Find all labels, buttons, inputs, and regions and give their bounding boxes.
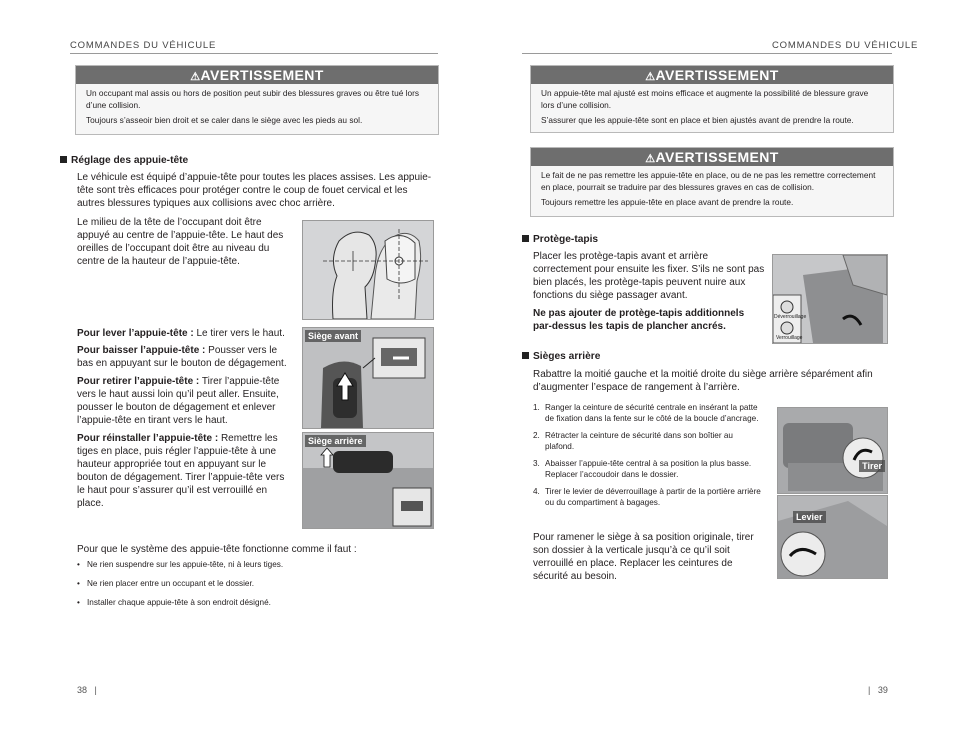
warning-triangle-icon: ⚠ xyxy=(645,153,656,165)
section-headrest-label: Réglage des appuie-tête xyxy=(71,155,189,166)
front-seat-label: Siège avant xyxy=(305,330,361,342)
reinstall-instruction xyxy=(77,432,292,510)
lower-instruction xyxy=(77,344,292,370)
seat-lever-figure xyxy=(777,495,888,579)
left-page-header: COMMANDES DU VÉHICULE xyxy=(70,40,217,51)
mats-warning-text: Ne pas ajouter de protège-tapis additionnels par-dessus les tapis de plancher ancrés. xyxy=(533,308,745,332)
warning-text-1: Un occupant mal assis ou hors de position peut subir des blessures graves ou être tué lors d’une collision. xyxy=(86,88,419,110)
mats-text: Placer les protège-tapis avant et arrière correctement pour ensuite les fixer. S’ils ne sont pas bien placés, les protège-tapis peuvent nuire aux fonctions du siège passager avant. xyxy=(533,251,765,301)
bullet-item: • Ne rien suspendre sur les appuie-tête, ni à leurs tiges. xyxy=(77,560,284,569)
remove-label: Pour retirer l’appuie-tête : xyxy=(77,376,200,387)
lever-text: Le tirer vers le haut. xyxy=(196,328,285,339)
right-warning-box-1 xyxy=(530,65,894,133)
step-item: 4. Tirer le levier de déverrouillage à partir de la portière arrière ou du compartiment à bagages. xyxy=(533,487,761,507)
left-page-number: 38 | xyxy=(77,685,97,695)
step-item: 3. Abaisser l’appuie-tête central à sa position la plus basse. Replacer l’accoudoir dans le dossier. xyxy=(533,459,752,479)
warning-text-2: Toujours s’asseoir bien droit et se caler dans le siège avec les pieds au sol. xyxy=(86,115,363,125)
warning-title-bar xyxy=(531,66,893,84)
section-square-icon xyxy=(522,235,529,242)
rear-seat-steps xyxy=(533,402,763,514)
headrest-intro: Le véhicule est équipé d’appuie-tête pour toutes les places assises. Les appuie-tête sont très efficaces pour protéger contre le coup de fouet cervical et les autres blessures typiques aux collisions avec choc arrière. xyxy=(77,172,432,209)
rear-seat-illustration xyxy=(303,433,433,528)
front-seat-illustration xyxy=(303,328,433,428)
warning-text-1: Le fait de ne pas remettre les appuie-tête en place, ou de ne pas les remettre correctement en place, pourrait se traduire par des blessures graves en cas de collision. xyxy=(541,170,876,192)
lever-label-figure: Levier xyxy=(793,511,826,523)
section-rear-seats-label: Sièges arrière xyxy=(533,351,601,362)
seat-pull-figure xyxy=(777,407,888,494)
section-headrest-title xyxy=(60,155,188,166)
lever-instruction xyxy=(77,327,292,340)
unlock-label: Déverrouillage xyxy=(774,314,807,320)
head-position-illustration xyxy=(303,221,433,319)
remove-text: Tirer l’appuie-tête vers le haut aussi loin qu’il peut aller. Ensuite, pousser le bouton de dégagement et enlever l’appuie-tête en tirant vers le haut. xyxy=(77,376,280,426)
floor-mat-figure xyxy=(772,254,888,344)
warning-title: AVERTISSEMENT xyxy=(655,67,779,83)
pull-label: Tirer xyxy=(859,460,885,472)
right-page-header: COMMANDES DU VÉHICULE xyxy=(772,40,919,51)
rear-seat-figure xyxy=(302,432,434,529)
left-header-rule xyxy=(70,53,438,54)
floor-mat-illustration xyxy=(773,255,887,343)
warning-title-bar xyxy=(76,66,438,84)
right-warning-box-2 xyxy=(530,147,894,217)
step-item: 1. Ranger la ceinture de sécurité centrale en insérant la patte de fixation dans la fente sur le côté de la boucle d’ancrage. xyxy=(533,403,759,423)
warning-triangle-icon: ⚠ xyxy=(190,71,201,83)
seat-lever-illustration xyxy=(778,496,887,578)
reinstall-text: Remettre les tiges en place, puis régler l’appuie-tête à une hauteur appropriée tout en appuyant sur le bouton de dégagement. Tirer l’appuie-tête vers le haut pour s’assurer qu’il est verrouillé en place. xyxy=(77,433,285,509)
warning-text-1: Un appuie-tête mal ajusté est moins efficace et augmente la possibilité de blessure grave lors d’une collision. xyxy=(541,88,869,110)
warning-text-2: Toujours remettre les appuie-tête en place avant de prendre la route. xyxy=(541,197,794,207)
section-square-icon xyxy=(522,352,529,359)
warning-triangle-icon: ⚠ xyxy=(645,71,656,83)
warning-title-bar xyxy=(531,148,893,166)
front-seat-figure xyxy=(302,327,434,429)
left-warning-box xyxy=(75,65,439,135)
rear-seats-intro: Rabattre la moitié gauche et la moitié droite du siège arrière séparément afin d’augmenter l’espace de rangement à l’arrière. xyxy=(533,369,873,393)
section-rear-seats-title xyxy=(522,351,600,362)
lower-text: Pousser vers le bas en appuyant sur le bouton de dégagement. xyxy=(77,345,287,369)
bullet-item: • Ne rien placer entre un occupant et le dossier. xyxy=(77,579,255,588)
section-mats-label: Protège-tapis xyxy=(533,234,599,245)
system-intro: Pour que le système des appuie-tête fonctionne comme il faut : xyxy=(77,544,357,555)
warning-text-2: S’assurer que les appuie-tête sont en place et bien ajustés avant de prendre la route. xyxy=(541,115,854,125)
rear-seat-label: Siège arrière xyxy=(305,435,366,447)
reinstall-label: Pour réinstaller l’appuie-tête : xyxy=(77,433,219,444)
step-item: 2. Rétracter la ceinture de sécurité dans son boîtier au plafond. xyxy=(533,431,733,451)
warning-title: AVERTISSEMENT xyxy=(200,67,324,83)
head-position-figure xyxy=(302,220,434,320)
lower-label: Pour baisser l’appuie-tête : xyxy=(77,345,206,356)
seat-pull-illustration xyxy=(778,408,887,493)
warning-title: AVERTISSEMENT xyxy=(655,149,779,165)
section-mats-title xyxy=(522,234,598,245)
headrest-position-text: Le milieu de la tête de l’occupant doit être appuyé au centre de l’appuie-tête. Le haut des oreilles de l’occupant doit être au niveau du centre de la hauteur de l’appuie-tête. xyxy=(77,217,284,267)
remove-instruction xyxy=(77,375,292,427)
return-seat-text: Pour ramener le siège à sa position originale, tirer son dossier à la verticale jusqu’à ce qu’il soit verrouillé en place. Replacer les ceintures de sécurité au besoin. xyxy=(533,532,754,582)
headrest-bullet-list xyxy=(77,559,437,616)
right-page-number: | 39 xyxy=(868,685,888,695)
right-header-rule xyxy=(522,53,892,54)
lock-label: Verrouillage xyxy=(776,335,803,341)
lever-label: Pour lever l’appuie-tête : xyxy=(77,328,194,339)
bullet-item: • Installer chaque appuie-tête à son endroit désigné. xyxy=(77,598,271,607)
section-square-icon xyxy=(60,156,67,163)
